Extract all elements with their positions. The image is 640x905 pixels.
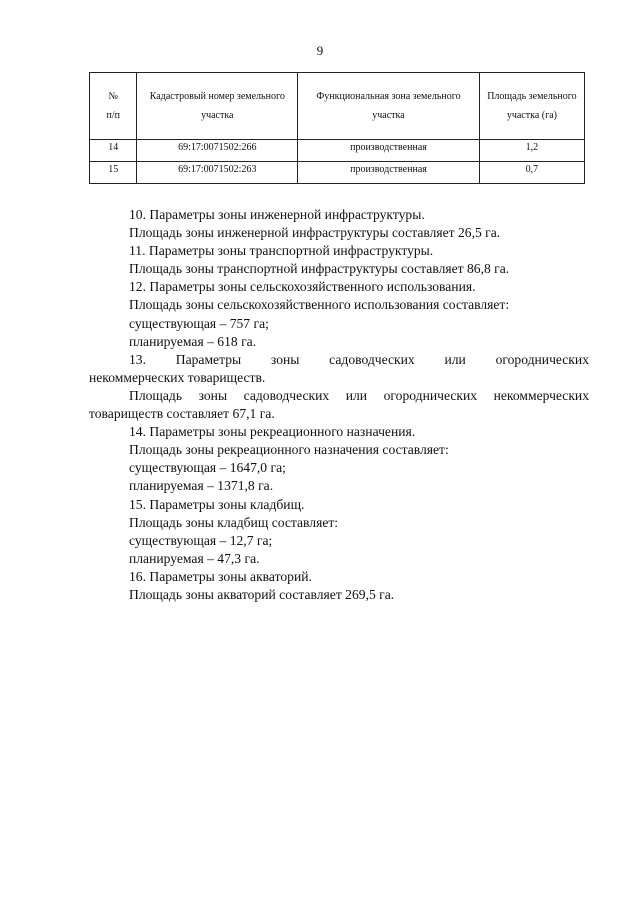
- section-16-area: Площадь зоны акваторий составляет 269,5 га.: [129, 586, 395, 602]
- section-10-title: 10. Параметры зоны инженерной инфраструктуры.: [129, 207, 425, 222]
- table-row: [90, 162, 585, 184]
- table-header-row: [90, 73, 585, 140]
- document-body: [89, 206, 589, 604]
- row-area: 0,7: [479, 162, 584, 184]
- row-cadastral-number: 69:17:0071502:263: [137, 162, 298, 184]
- table-row: [90, 140, 585, 162]
- header-cadastral-number: Кадастровый номер земельного участка: [137, 73, 298, 140]
- land-parcels-table: [89, 72, 585, 184]
- section-13-title-line2: некоммерческих товариществ.: [89, 369, 266, 385]
- section-13-area-line1: Площадь зоны садоводческих или огороднических некоммерческих: [129, 387, 589, 403]
- section-13-title-line1: 13. Параметры зоны садоводческих или огороднических: [129, 351, 589, 367]
- section-14-existing: существующая – 1647,0 га;: [129, 460, 286, 476]
- section-14-planned: планируемая – 1371,8 га.: [129, 478, 274, 494]
- section-14-area: Площадь зоны рекреационного назначения составляет:: [129, 442, 449, 458]
- header-functional-zone: Функциональная зона земельного участка: [298, 73, 480, 140]
- row-number: 15: [90, 162, 137, 184]
- row-zone: производственная: [298, 140, 480, 162]
- section-11-area: Площадь зоны транспортной инфраструктуры составляет 86,8 га.: [129, 261, 510, 277]
- row-area: 1,2: [479, 140, 584, 162]
- section-10-area: Площадь зоны инженерной инфраструктуры составляет 26,5 га.: [129, 225, 501, 241]
- row-zone: производственная: [298, 162, 480, 184]
- section-15-area: Площадь зоны кладбищ составляет:: [129, 514, 339, 530]
- section-15-title: 15. Параметры зоны кладбищ.: [129, 496, 305, 512]
- header-area: Площадь земельного участка (га): [479, 73, 584, 140]
- section-16-title: 16. Параметры зоны акваторий.: [129, 568, 312, 584]
- row-number: 14: [90, 140, 137, 162]
- section-12-planned: планируемая – 618 га.: [129, 333, 257, 349]
- page-number: 9: [316, 43, 324, 58]
- row-cadastral-number: 69:17:0071502:266: [137, 140, 298, 162]
- section-11-title: 11. Параметры зоны транспортной инфраструктуры.: [129, 243, 434, 259]
- section-13-area-line2: товариществ составляет 67,1 га.: [89, 406, 275, 422]
- section-15-existing: существующая – 12,7 га;: [129, 532, 273, 548]
- section-14-title: 14. Параметры зоны рекреационного назначения.: [129, 424, 416, 440]
- section-12-title: 12. Параметры зоны сельскохозяйственного использования.: [129, 279, 476, 295]
- header-number: № п/п: [90, 73, 137, 140]
- section-12-area: Площадь зоны сельскохозяйственного использования составляет:: [129, 297, 510, 313]
- section-12-existing: существующая – 757 га;: [129, 315, 269, 331]
- section-15-planned: планируемая – 47,3 га.: [129, 550, 260, 566]
